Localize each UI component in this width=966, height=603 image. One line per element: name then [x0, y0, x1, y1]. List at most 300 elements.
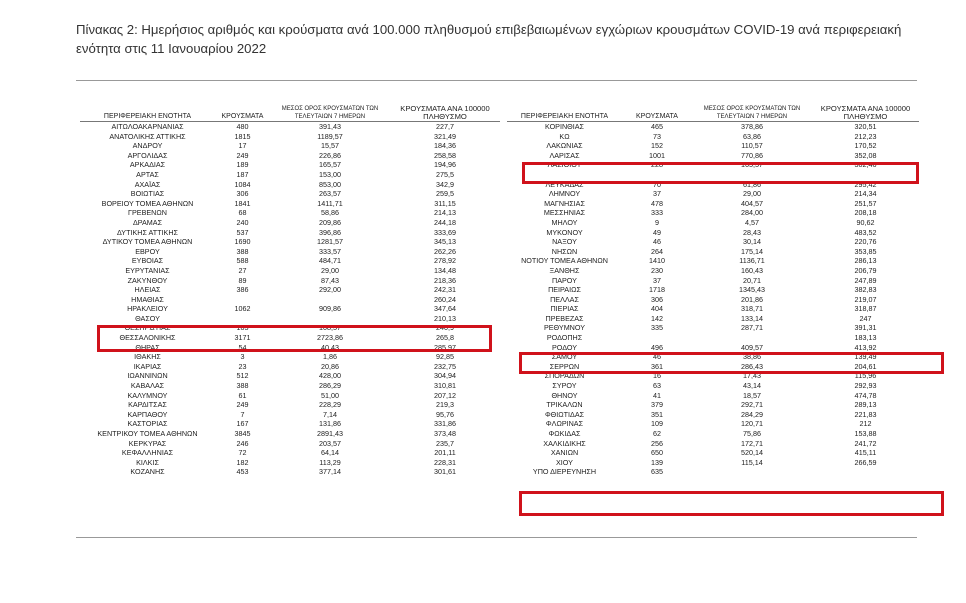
cell-region: ΗΛΕΙΑΣ	[134, 285, 161, 295]
cell-cases: 41	[653, 390, 661, 400]
cell-per100k: 474,78	[854, 390, 877, 400]
cell-region: ΘΗΡΑΣ	[135, 342, 160, 352]
cell-region: ΠΙΕΡΙΑΣ	[550, 304, 579, 314]
cell-cases: 240	[236, 217, 249, 227]
cell-cases: 351	[651, 409, 663, 419]
cell-per100k: 210,13	[434, 313, 456, 323]
cell-region: ΤΡΙΚΑΛΩΝ	[546, 400, 583, 410]
cell-cases: 256	[651, 438, 663, 448]
table-row	[507, 323, 919, 333]
cell-cases: 68	[238, 208, 247, 218]
cell-avg: 63,86	[743, 131, 761, 141]
cell-avg: 38,86	[743, 352, 761, 362]
cell-cases: 89	[238, 275, 247, 285]
cell-per100k: 90,62	[856, 217, 875, 227]
cell-avg: 770,86	[741, 150, 763, 160]
cell-cases: 588	[236, 256, 249, 266]
cell-cases	[622, 333, 692, 343]
cell-per100k: 184,36	[434, 141, 456, 151]
table-row	[507, 266, 919, 276]
table-row	[80, 180, 500, 190]
cell-region: ΣΠΟΡΑΔΩΝ	[544, 371, 585, 381]
cell-cases: 1690	[234, 237, 251, 247]
cell-region: ΚΕΝΤΡΙΚΟΥ ΤΟΜΕΑ ΑΘΗΝΩΝ	[97, 429, 198, 438]
table-row	[80, 400, 500, 410]
table-row	[507, 208, 919, 218]
cell-per100k: 241,72	[854, 438, 877, 448]
highlight-box-lasithi	[522, 162, 919, 184]
cell-cases: 3845	[234, 429, 251, 438]
cell-cases: 16	[653, 371, 661, 381]
table-row	[80, 381, 500, 391]
cell-avg: 228,29	[319, 400, 341, 410]
cell-cases	[215, 295, 270, 305]
cell-region: ΛΗΜΝΟΥ	[548, 189, 581, 199]
cell-cases: 249	[236, 400, 249, 410]
cell-per100k: 373,48	[434, 429, 456, 438]
cell-region: ΕΒΡΟΥ	[135, 246, 160, 256]
cell-avg	[270, 295, 390, 305]
cell-region: ΚΑΡΔΙΤΣΑΣ	[128, 400, 167, 410]
cell-region: ΜΗΛΟΥ	[551, 217, 578, 227]
table-row	[80, 189, 500, 199]
cell-cases: 17	[238, 141, 247, 151]
table-row	[80, 467, 500, 477]
table-row	[507, 343, 919, 353]
cell-region: ΘΕΣΣΑΛΟΝΙΚΗΣ	[119, 333, 176, 343]
header-avg: ΜΕΣΟΣ ΟΡΟΣ ΚΡΟΥΣΜΑΤΩΝ ΤΩΝ ΤΕΛΕΥΤΑΙΩΝ 7 ΗΜΕΡΩΝ	[692, 97, 812, 122]
cell-region: ΦΛΩΡΙΝΑΣ	[545, 419, 584, 429]
cell-cases: 246	[236, 438, 249, 448]
cell-per100k: 153,88	[854, 429, 877, 438]
cell-region: ΚΑΒΑΛΑΣ	[130, 381, 165, 391]
cell-region: ΝΗΣΩΝ	[551, 246, 578, 256]
cell-per100k: 92,85	[436, 352, 454, 362]
table-row	[80, 314, 500, 324]
table-row	[507, 439, 919, 449]
cell-region: ΗΜΑΘΙΑΣ	[131, 294, 164, 304]
table-row	[507, 314, 919, 324]
cell-per100k: 214,34	[854, 189, 877, 199]
cell-region: ΘΗΝΟΥ	[551, 390, 578, 400]
cell-region: ΑΡΚΑΔΙΑΣ	[129, 160, 166, 170]
top-rule	[76, 80, 917, 81]
table-row	[80, 122, 500, 132]
cell-cases: 388	[236, 246, 249, 256]
cell-avg: 520,14	[741, 448, 763, 458]
cell-avg: 287,71	[741, 323, 763, 333]
cell-avg: 153,00	[319, 169, 341, 179]
table-row	[80, 266, 500, 276]
cell-avg: 484,71	[319, 256, 341, 266]
cell-region: ΙΘΑΚΗΣ	[134, 352, 161, 362]
bottom-rule	[76, 537, 917, 538]
cell-per100k: 295,42	[854, 179, 877, 189]
cell-avg: 29,00	[321, 265, 339, 275]
cell-region: ΠΕΙΡΑΙΩΣ	[548, 285, 581, 295]
cell-per100k: 228,31	[434, 457, 456, 467]
cell-avg: 284,29	[741, 409, 763, 419]
cell-region: ΧΑΝΙΩΝ	[550, 448, 579, 458]
cell-avg: 378,86	[741, 122, 763, 131]
cell-avg: 263,57	[319, 189, 341, 199]
cell-cases: 23	[238, 361, 247, 371]
cell-avg: 15,57	[321, 141, 339, 151]
cell-per100k: 262,26	[434, 246, 456, 256]
cell-avg: 409,57	[741, 342, 763, 352]
table-row	[507, 189, 919, 199]
cell-region: ΑΝΑΤΟΛΙΚΗΣ ΑΤΤΙΚΗΣ	[109, 131, 186, 141]
cell-cases: 187	[236, 169, 249, 179]
cell-avg: 30,14	[743, 237, 761, 247]
cell-per100k: 212,23	[854, 131, 877, 141]
table-row	[507, 199, 919, 209]
table-row	[507, 467, 919, 477]
table-row	[80, 141, 500, 151]
cell-region: ΛΑΡΙΣΑΣ	[549, 150, 580, 160]
cell-avg: 396,86	[319, 227, 341, 237]
cell-per100k: 212	[859, 419, 872, 429]
cell-avg: 284,00	[741, 208, 763, 218]
cell-cases: 46	[653, 352, 661, 362]
cell-cases: 46	[653, 237, 661, 247]
cell-cases	[215, 314, 270, 324]
cell-avg: 131,86	[319, 419, 341, 429]
table-header	[507, 97, 919, 122]
cell-per100k: 260,24	[434, 294, 456, 304]
right-table	[507, 97, 919, 477]
table-header	[80, 97, 500, 122]
left-table-body	[80, 122, 500, 477]
table-row	[80, 285, 500, 295]
table-row	[80, 218, 500, 228]
cell-avg	[270, 314, 390, 324]
cell-per100k: 345,13	[434, 237, 456, 247]
cell-avg: 172,71	[741, 438, 763, 448]
cell-region: ΚΟΖΑΝΗΣ	[130, 467, 165, 477]
table-row	[80, 362, 500, 372]
cell-per100k: 220,76	[854, 237, 877, 247]
cell-region: ΑΡΓΟΛΙΔΑΣ	[127, 150, 168, 160]
cell-cases: 1718	[649, 285, 665, 295]
cell-avg: 64,14	[321, 448, 339, 458]
cell-region: ΚΕΡΚΥΡΑΣ	[128, 438, 167, 448]
cell-cases: 182	[236, 457, 249, 467]
table-row	[507, 410, 919, 420]
cell-region: ΣΥΡΟΥ	[552, 381, 577, 391]
cell-per100k: 183,13	[854, 333, 877, 343]
cell-per100k	[812, 467, 919, 477]
cell-cases: 73	[653, 131, 661, 141]
header-region: ΠΕΡΙΦΕΡΕΙΑΚΗ ΕΝΟΤΗΤΑ	[507, 97, 622, 122]
header-region: ΠΕΡΙΦΕΡΕΙΑΚΗ ΕΝΟΤΗΤΑ	[80, 97, 215, 122]
cell-region: ΜΥΚΟΝΟΥ	[546, 227, 583, 237]
cell-per100k: 259,5	[436, 189, 454, 199]
cell-avg: 108,57	[319, 323, 341, 333]
table-row	[80, 132, 500, 142]
cell-region: ΚΕΦΑΛΛΗΝΙΑΣ	[121, 448, 174, 458]
cell-per100k: 342,9	[436, 179, 454, 189]
cell-per100k: 292,93	[854, 381, 877, 391]
cell-cases: 63	[653, 381, 661, 391]
cell-per100k: 235,7	[436, 438, 454, 448]
cell-per100k: 352,08	[854, 150, 877, 160]
cell-avg: 292,71	[741, 400, 763, 410]
cell-cases: 306	[651, 294, 663, 304]
cell-avg: 391,43	[319, 122, 341, 131]
table-row	[80, 151, 500, 161]
cell-cases: 480	[236, 122, 249, 131]
cell-avg: 4,57	[745, 217, 759, 227]
cell-avg: 318,71	[741, 304, 763, 314]
cell-per100k: 251,57	[854, 198, 877, 208]
cell-cases: 386	[236, 285, 249, 295]
cell-cases: 1410	[649, 256, 665, 266]
cell-avg	[692, 333, 812, 343]
cell-avg: 40,43	[321, 342, 339, 352]
cell-avg	[692, 467, 812, 477]
table-row	[507, 122, 919, 132]
header-cases: ΚΡΟΥΣΜΑΤΑ	[215, 97, 270, 122]
cell-cases: 388	[236, 381, 249, 391]
cell-avg: 61,86	[743, 179, 761, 189]
cell-region: ΛΕΥΚΑΔΑΣ	[545, 179, 584, 189]
table-row	[80, 458, 500, 468]
cell-avg: 20,86	[321, 361, 339, 371]
cell-avg: 17,43	[743, 371, 761, 381]
cell-cases: 7	[240, 409, 245, 419]
cell-region: ΚΙΛΚΙΣ	[136, 457, 159, 467]
table-row	[507, 458, 919, 468]
header-cases: ΚΡΟΥΣΜΑΤΑ	[622, 97, 692, 122]
cell-cases: 72	[238, 448, 247, 458]
cell-per100k: 353,85	[854, 246, 877, 256]
cell-region: ΑΝΔΡΟΥ	[132, 141, 163, 151]
cell-cases: 333	[651, 208, 663, 218]
cell-per100k: 221,83	[854, 409, 877, 419]
cell-region: ΣΕΡΡΩΝ	[549, 361, 580, 371]
cell-per100k: 265,8	[436, 333, 454, 343]
table-row	[507, 132, 919, 142]
table-row	[80, 208, 500, 218]
cell-per100k: 201,11	[434, 448, 456, 458]
cell-per100k: 321,49	[434, 131, 456, 141]
cell-avg: 29,00	[743, 189, 761, 199]
cell-region: ΖΑΚΥΝΘΟΥ	[127, 275, 168, 285]
cell-avg: 51,00	[321, 390, 339, 400]
cell-avg: 909,86	[319, 304, 341, 314]
cell-cases: 62	[653, 429, 661, 438]
cell-avg: 853,00	[319, 179, 341, 189]
cell-per100k: 115,96	[854, 371, 877, 381]
cell-cases: 37	[653, 275, 661, 285]
cell-avg: 226,86	[319, 150, 341, 160]
cell-cases: 478	[651, 198, 663, 208]
cell-avg: 133,14	[741, 313, 763, 323]
cell-cases: 465	[651, 122, 663, 131]
cell-region: ΡΟΔΟΥ	[551, 342, 578, 352]
table-row	[507, 381, 919, 391]
cell-avg: 20,71	[743, 275, 761, 285]
cell-avg: 1345,43	[739, 285, 765, 295]
cell-per100k: 232,75	[434, 361, 456, 371]
cell-per100k: 240,9	[436, 323, 454, 333]
cell-per100k: 194,96	[434, 160, 456, 170]
table-row	[507, 237, 919, 247]
cell-region: ΙΩΑΝΝΙΝΩΝ	[127, 371, 168, 381]
cell-per100k: 311,15	[434, 198, 456, 208]
cell-per100k: 247,89	[854, 275, 877, 285]
cell-region: ΗΡΑΚΛΕΙΟΥ	[127, 304, 168, 314]
cell-region: ΘΕΣΠΡΩΤΙΑΣ	[124, 323, 171, 333]
cell-per100k: 331,86	[434, 419, 456, 429]
cell-cases: 635	[651, 467, 663, 477]
cell-per100k: 289,13	[854, 400, 877, 410]
cell-region: ΜΑΓΝΗΣΙΑΣ	[544, 198, 585, 208]
table-row	[507, 247, 919, 257]
table-row	[80, 237, 500, 247]
cell-per100k: 247	[859, 313, 872, 323]
cell-cases: 496	[651, 342, 663, 352]
cell-avg: 1136,71	[739, 256, 765, 266]
table-row	[507, 256, 919, 266]
cell-region: ΑΙΤΩΛΟΑΚΑΡΝΑΝΙΑΣ	[111, 122, 184, 131]
cell-region: ΣΑΜΟΥ	[551, 352, 578, 362]
cell-region: ΔΥΤΙΚΟΥ ΤΟΜΕΑ ΑΘΗΝΩΝ	[102, 237, 193, 247]
cell-avg: 75,86	[743, 429, 761, 438]
cell-per100k: 170,52	[854, 141, 877, 151]
cell-region: ΒΟΡΕΙΟΥ ΤΟΜΕΑ ΑΘΗΝΩΝ	[101, 198, 194, 208]
cell-avg: 120,71	[741, 419, 763, 429]
cell-avg: 404,57	[741, 198, 763, 208]
table-row	[507, 276, 919, 286]
table-row	[80, 429, 500, 439]
cell-cases: 3	[240, 352, 245, 362]
cell-avg: 377,14	[319, 467, 341, 477]
table-row	[80, 439, 500, 449]
cell-avg: 110,57	[741, 141, 763, 151]
cell-region: ΕΥΒΟΙΑΣ	[131, 256, 164, 266]
cell-cases: 1001	[649, 150, 665, 160]
cell-avg: 43,14	[743, 381, 761, 391]
cell-avg: 18,57	[743, 390, 761, 400]
cell-per100k: 207,12	[434, 390, 456, 400]
cell-per100k: 95,76	[436, 409, 454, 419]
table-row	[80, 170, 500, 180]
table-row	[80, 448, 500, 458]
cell-per100k: 206,79	[854, 265, 877, 275]
cell-cases: 70	[653, 179, 661, 189]
cell-region: ΦΘΙΩΤΙΔΑΣ	[544, 409, 585, 419]
left-table	[80, 97, 500, 477]
cell-region: ΠΑΡΟΥ	[552, 275, 577, 285]
cell-per100k: 320,51	[854, 122, 877, 131]
table-row	[507, 391, 919, 401]
cell-cases: 264	[651, 246, 663, 256]
cell-region: ΒΟΙΩΤΙΑΣ	[130, 189, 165, 199]
table-row	[80, 256, 500, 266]
cell-region: ΚΑΣΤΟΡΙΑΣ	[127, 419, 168, 429]
cell-region: ΚΑΛΥΜΝΟΥ	[127, 390, 168, 400]
cell-per100k: 302,46	[854, 160, 877, 170]
cell-per100k: 219,07	[854, 294, 877, 304]
table-row	[80, 276, 500, 286]
cell-cases: 1815	[234, 131, 251, 141]
cell-avg: 1,86	[323, 352, 337, 362]
cell-avg: 209,86	[319, 217, 341, 227]
cell-per100k: 285,97	[434, 342, 456, 352]
cell-avg: 2891,43	[317, 429, 343, 438]
table-row	[507, 295, 919, 305]
cell-per100k: 310,81	[434, 381, 456, 391]
cell-cases: 335	[651, 323, 663, 333]
cell-avg: 28,43	[743, 227, 761, 237]
header-avg: ΜΕΣΟΣ ΟΡΟΣ ΚΡΟΥΣΜΑΤΩΝ ΤΩΝ ΤΕΛΕΥΤΑΙΩΝ 7 ΗΜΕΡΩΝ	[270, 97, 390, 122]
cell-region: ΛΑΣΙΘΙΟΥ	[547, 160, 582, 170]
cell-avg: 165,57	[741, 160, 763, 170]
cell-per100k: 219,3	[436, 400, 454, 410]
cell-per100k: 415,11	[854, 448, 877, 458]
cell-region: ΔΡΑΜΑΣ	[132, 217, 163, 227]
cell-cases: 1062	[234, 304, 251, 314]
cell-cases: 105	[236, 323, 249, 333]
cell-cases: 27	[238, 265, 247, 275]
cell-cases: 9	[655, 217, 659, 227]
cell-cases: 650	[651, 448, 663, 458]
cell-avg: 165,57	[319, 160, 341, 170]
cell-per100k: 347,64	[434, 304, 456, 314]
table-row	[80, 247, 500, 257]
cell-region: ΧΙΟΥ	[556, 457, 573, 467]
cell-per100k: 333,69	[434, 227, 456, 237]
cell-avg: 1189,57	[317, 131, 343, 141]
table-row	[507, 285, 919, 295]
cell-per100k: 301,61	[434, 467, 456, 477]
table-row	[507, 151, 919, 161]
cell-per100k: 218,36	[434, 275, 456, 285]
highlight-box-chania	[519, 491, 944, 516]
cell-cases: 306	[236, 189, 249, 199]
cell-per100k: 483,52	[854, 227, 877, 237]
cell-avg: 175,14	[741, 246, 763, 256]
cell-avg: 201,86	[741, 294, 763, 304]
cell-avg: 87,43	[321, 275, 339, 285]
cell-region: ΠΕΛΛΑΣ	[550, 294, 579, 304]
cell-cases: 228	[651, 160, 663, 170]
cell-cases: 1841	[234, 198, 251, 208]
cell-per100k: 318,87	[854, 304, 877, 314]
header-per100k: ΚΡΟΥΣΜΑΤΑ ΑΝΑ 100000 ΠΛΗΘΥΣΜΟ	[390, 97, 500, 122]
cell-avg: 286,29	[319, 381, 341, 391]
cell-cases: 142	[651, 313, 663, 323]
table-row	[80, 295, 500, 305]
cell-per100k: 134,48	[434, 265, 456, 275]
cell-region: ΥΠΟ ΔΙΕΡΕΥΝΗΣΗ	[532, 467, 597, 477]
cell-avg: 2723,86	[317, 333, 343, 343]
cell-region: ΝΑΞΟΥ	[552, 237, 577, 247]
cell-cases: 512	[236, 371, 249, 381]
cell-avg: 113,29	[319, 457, 341, 467]
cell-cases: 49	[653, 227, 661, 237]
cell-per100k: 275,5	[436, 169, 454, 179]
table-row	[507, 333, 919, 343]
cell-avg: 286,43	[741, 361, 763, 371]
cell-per100k: 242,31	[434, 285, 456, 295]
table-row	[507, 448, 919, 458]
cell-cases: 54	[238, 342, 247, 352]
table-row	[80, 352, 500, 362]
cell-per100k: 204,61	[854, 361, 877, 371]
